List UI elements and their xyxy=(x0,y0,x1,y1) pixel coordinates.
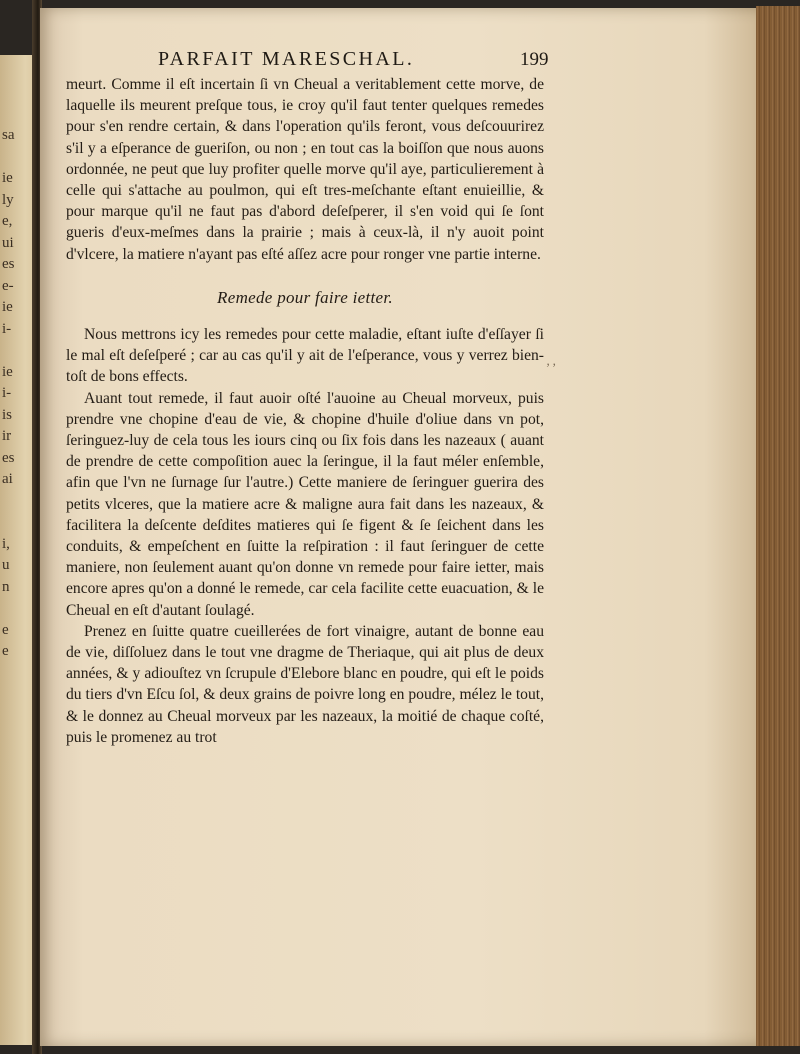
facing-page-fragment: es xyxy=(2,449,15,466)
paragraph: Nous mettrons icy les remedes pour cette maladie, eſtant iuſte d'eſſayer ſi le mal eſt deſeſperé ; car au cas qu'il y ait de l'eſperance, vous y verrez bien-toſt de bons effects. xyxy=(66,326,544,386)
facing-page-fragment: u xyxy=(2,557,10,573)
facing-page-fragment xyxy=(0,663,32,685)
facing-page-fragment xyxy=(0,491,32,513)
facing-page-fragment: ie xyxy=(2,170,13,186)
facing-page-fragment: ly xyxy=(2,191,14,208)
facing-page-fragment: i, xyxy=(2,535,10,552)
facing-page-fragment: e xyxy=(2,643,9,659)
facing-page-fragment: sa xyxy=(2,127,15,143)
facing-page-fragment xyxy=(0,706,32,728)
facing-page-fragment: ie xyxy=(2,299,13,315)
facing-page-fragment: n xyxy=(2,578,10,595)
facing-page-fragment: ui xyxy=(2,234,14,251)
facing-page-fragment: is xyxy=(2,406,13,423)
facing-page-fragment xyxy=(0,147,32,169)
facing-page-fragment xyxy=(0,684,32,706)
running-title: PARFAIT MARESCHAL. xyxy=(158,48,415,70)
facing-page-fragment xyxy=(0,770,32,792)
paragraph: Prenez en ſuitte quatre cueillerées de fort vinaigre, autant de bonne eau de vie, diſſoluez dans le tout vne dragme de Theriaque, qui ait plus de deux années, & y adiouſtez vn ſcrupule d'Elebore blanc en poudre, qui eſt le poids du tiers d'vn Eſcu ſol, & deux grains de poivre long en poudre, mélez le tout, & le donnez au Cheual morveux par les nazeaux, la moitié de chaque coſté, puis le promenez au trot xyxy=(66,622,544,746)
facing-page-fragment xyxy=(0,727,32,749)
facing-page-fragment: e- xyxy=(2,277,14,294)
body-text xyxy=(66,74,544,748)
section-heading: Remede pour faire ietter. xyxy=(217,287,393,307)
page-number: 199 xyxy=(520,49,549,70)
facing-page-fragment: e, xyxy=(2,213,13,229)
facing-page-fragment: ir xyxy=(2,428,12,444)
facing-page-text-fragments xyxy=(0,125,32,792)
facing-page-fragment: i- xyxy=(2,320,12,337)
paragraph: meurt. Comme il eſt incertain ſi vn Cheual a veritablement cette morve, de laquelle ils meurent preſque tous, ie croy qu'il faut tenter quelques remedes pour s'en rendre certain, & dans l'operation qu'ils feront, vous deſcouurirez s'il y a eſperance de gueriſon, ou non ; en tout cas la boiſſon que nous auons ordonnée, ne peut que luy profiter quelle morve qu'il aye, particulierement à celle qui s'attache au poulmon, qui eſt tres-meſchante eſtant enuieillie, & pour marque qu'il ne faut pas d'abord deſeſperer, il s'en void qui ſe ſont gueris d'eux-meſmes dans la prairie ; mais à ceux-là, il n'y auoit point d'vlcere, la matiere n'ayant pas eſté aſſez acre pour ronger vne partie interne. xyxy=(66,76,544,263)
page-edges xyxy=(756,6,800,1046)
facing-page-fragment xyxy=(0,598,32,620)
facing-page-fragment: i- xyxy=(2,385,12,401)
facing-page-fragment: ie xyxy=(2,363,13,380)
facing-page-fragment xyxy=(0,340,32,362)
facing-page-fragment: e xyxy=(2,621,9,638)
paragraph: Auant tout remede, il faut auoir oſté l'auoine au Cheual morveux, puis prendre vne chopine d'eau de vie, & chopine d'huile d'oliue dans vn pot, ſeringuez-luy de cela tous les iours cinq ou ſix fois dans les nazeaux ( auant de prendre de cette compoſition auec la ſeringue, il la faut méler enſemble, afin que l'vn ne ſurnage ſur l'autre.) Cette maniere de ſeringuer guerira des petits vlceres, que la matiere acre & maligne aura fait dans les nazeaux, & facilitera la deſcente deſdites matieres qui ſe figent & ſe ſeichent dans les conduits, & empeſchent en ſuitte la reſpiration : il faut ſeringuer de cette maniere, non ſeulement auant qu'on donne vn remede pour faire ietter, mais encore apres qu'on a donné le remede, car cela facilite cette euacuation, & le Cheual en eſt d'autant ſoulagé. xyxy=(66,389,544,619)
facing-page-fragment: ai xyxy=(2,471,13,487)
marginal-mark: ’ ʼ xyxy=(545,360,556,375)
facing-page-fragment xyxy=(0,749,32,771)
facing-page-fragment: es xyxy=(2,256,15,272)
facing-page-fragment xyxy=(0,512,32,534)
